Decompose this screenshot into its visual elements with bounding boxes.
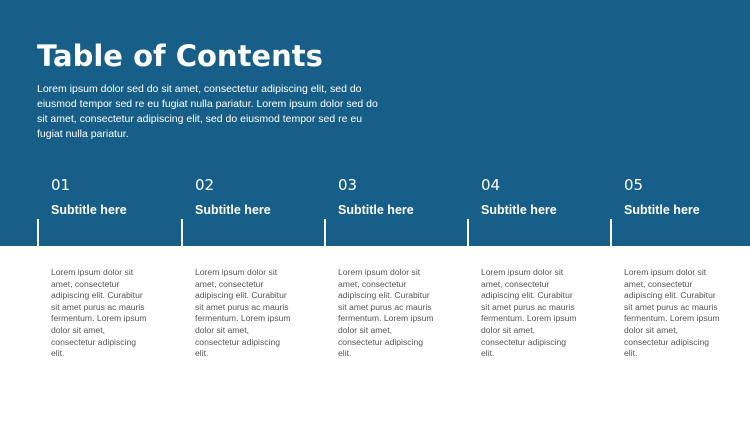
section-number: 05 <box>624 176 644 194</box>
section-description: Lorem ipsum dolor sit amet, consectetur adipiscing elit. Curabitur sit amet purus ac mauris fermentum. Lorem ipsum dolor sit amet, consectetur adipiscing elit. <box>338 267 434 359</box>
section-divider <box>467 219 469 247</box>
page-title: Table of Contents <box>37 39 323 73</box>
section-subtitle: Subtitle here <box>338 203 414 217</box>
section-column-01 <box>37 0 179 421</box>
section-divider <box>324 219 326 247</box>
section-number: 02 <box>195 176 215 194</box>
section-number: 03 <box>338 176 358 194</box>
section-divider <box>181 219 183 247</box>
section-divider <box>37 219 39 247</box>
section-description: Lorem ipsum dolor sit amet, consectetur adipiscing elit. Curabitur sit amet purus ac mauris fermentum. Lorem ipsum dolor sit amet, consectetur adipiscing elit. <box>624 267 720 359</box>
section-column-03 <box>324 0 466 421</box>
section-column-05 <box>610 0 750 421</box>
section-subtitle: Subtitle here <box>195 203 271 217</box>
section-subtitle: Subtitle here <box>481 203 557 217</box>
intro-paragraph: Lorem ipsum dolor sed do sit amet, consectetur adipiscing elit, sed do eiusmod tempor sed re eu fugiat nulla pariatur. Lorem ipsum dolor sed do sit amet, consectetur adipiscing elit, sed do eiusmod tempor sed re eu fugiat nulla pariatur. <box>37 83 378 140</box>
section-divider <box>610 219 612 247</box>
section-description: Lorem ipsum dolor sit amet, consectetur adipiscing elit. Curabitur sit amet purus ac mauris fermentum. Lorem ipsum dolor sit amet, consectetur adipiscing elit. <box>195 267 291 359</box>
section-subtitle: Subtitle here <box>624 203 700 217</box>
section-description: Lorem ipsum dolor sit amet, consectetur adipiscing elit. Curabitur sit amet purus ac mauris fermentum. Lorem ipsum dolor sit amet, consectetur adipiscing elit. <box>481 267 577 359</box>
section-number: 01 <box>51 176 71 194</box>
section-description: Lorem ipsum dolor sit amet, consectetur adipiscing elit. Curabitur sit amet purus ac mauris fermentum. Lorem ipsum dolor sit amet, consectetur adipiscing elit. <box>51 267 147 359</box>
section-subtitle: Subtitle here <box>51 203 127 217</box>
section-column-02 <box>181 0 323 421</box>
section-column-04 <box>467 0 609 421</box>
section-number: 04 <box>481 176 501 194</box>
